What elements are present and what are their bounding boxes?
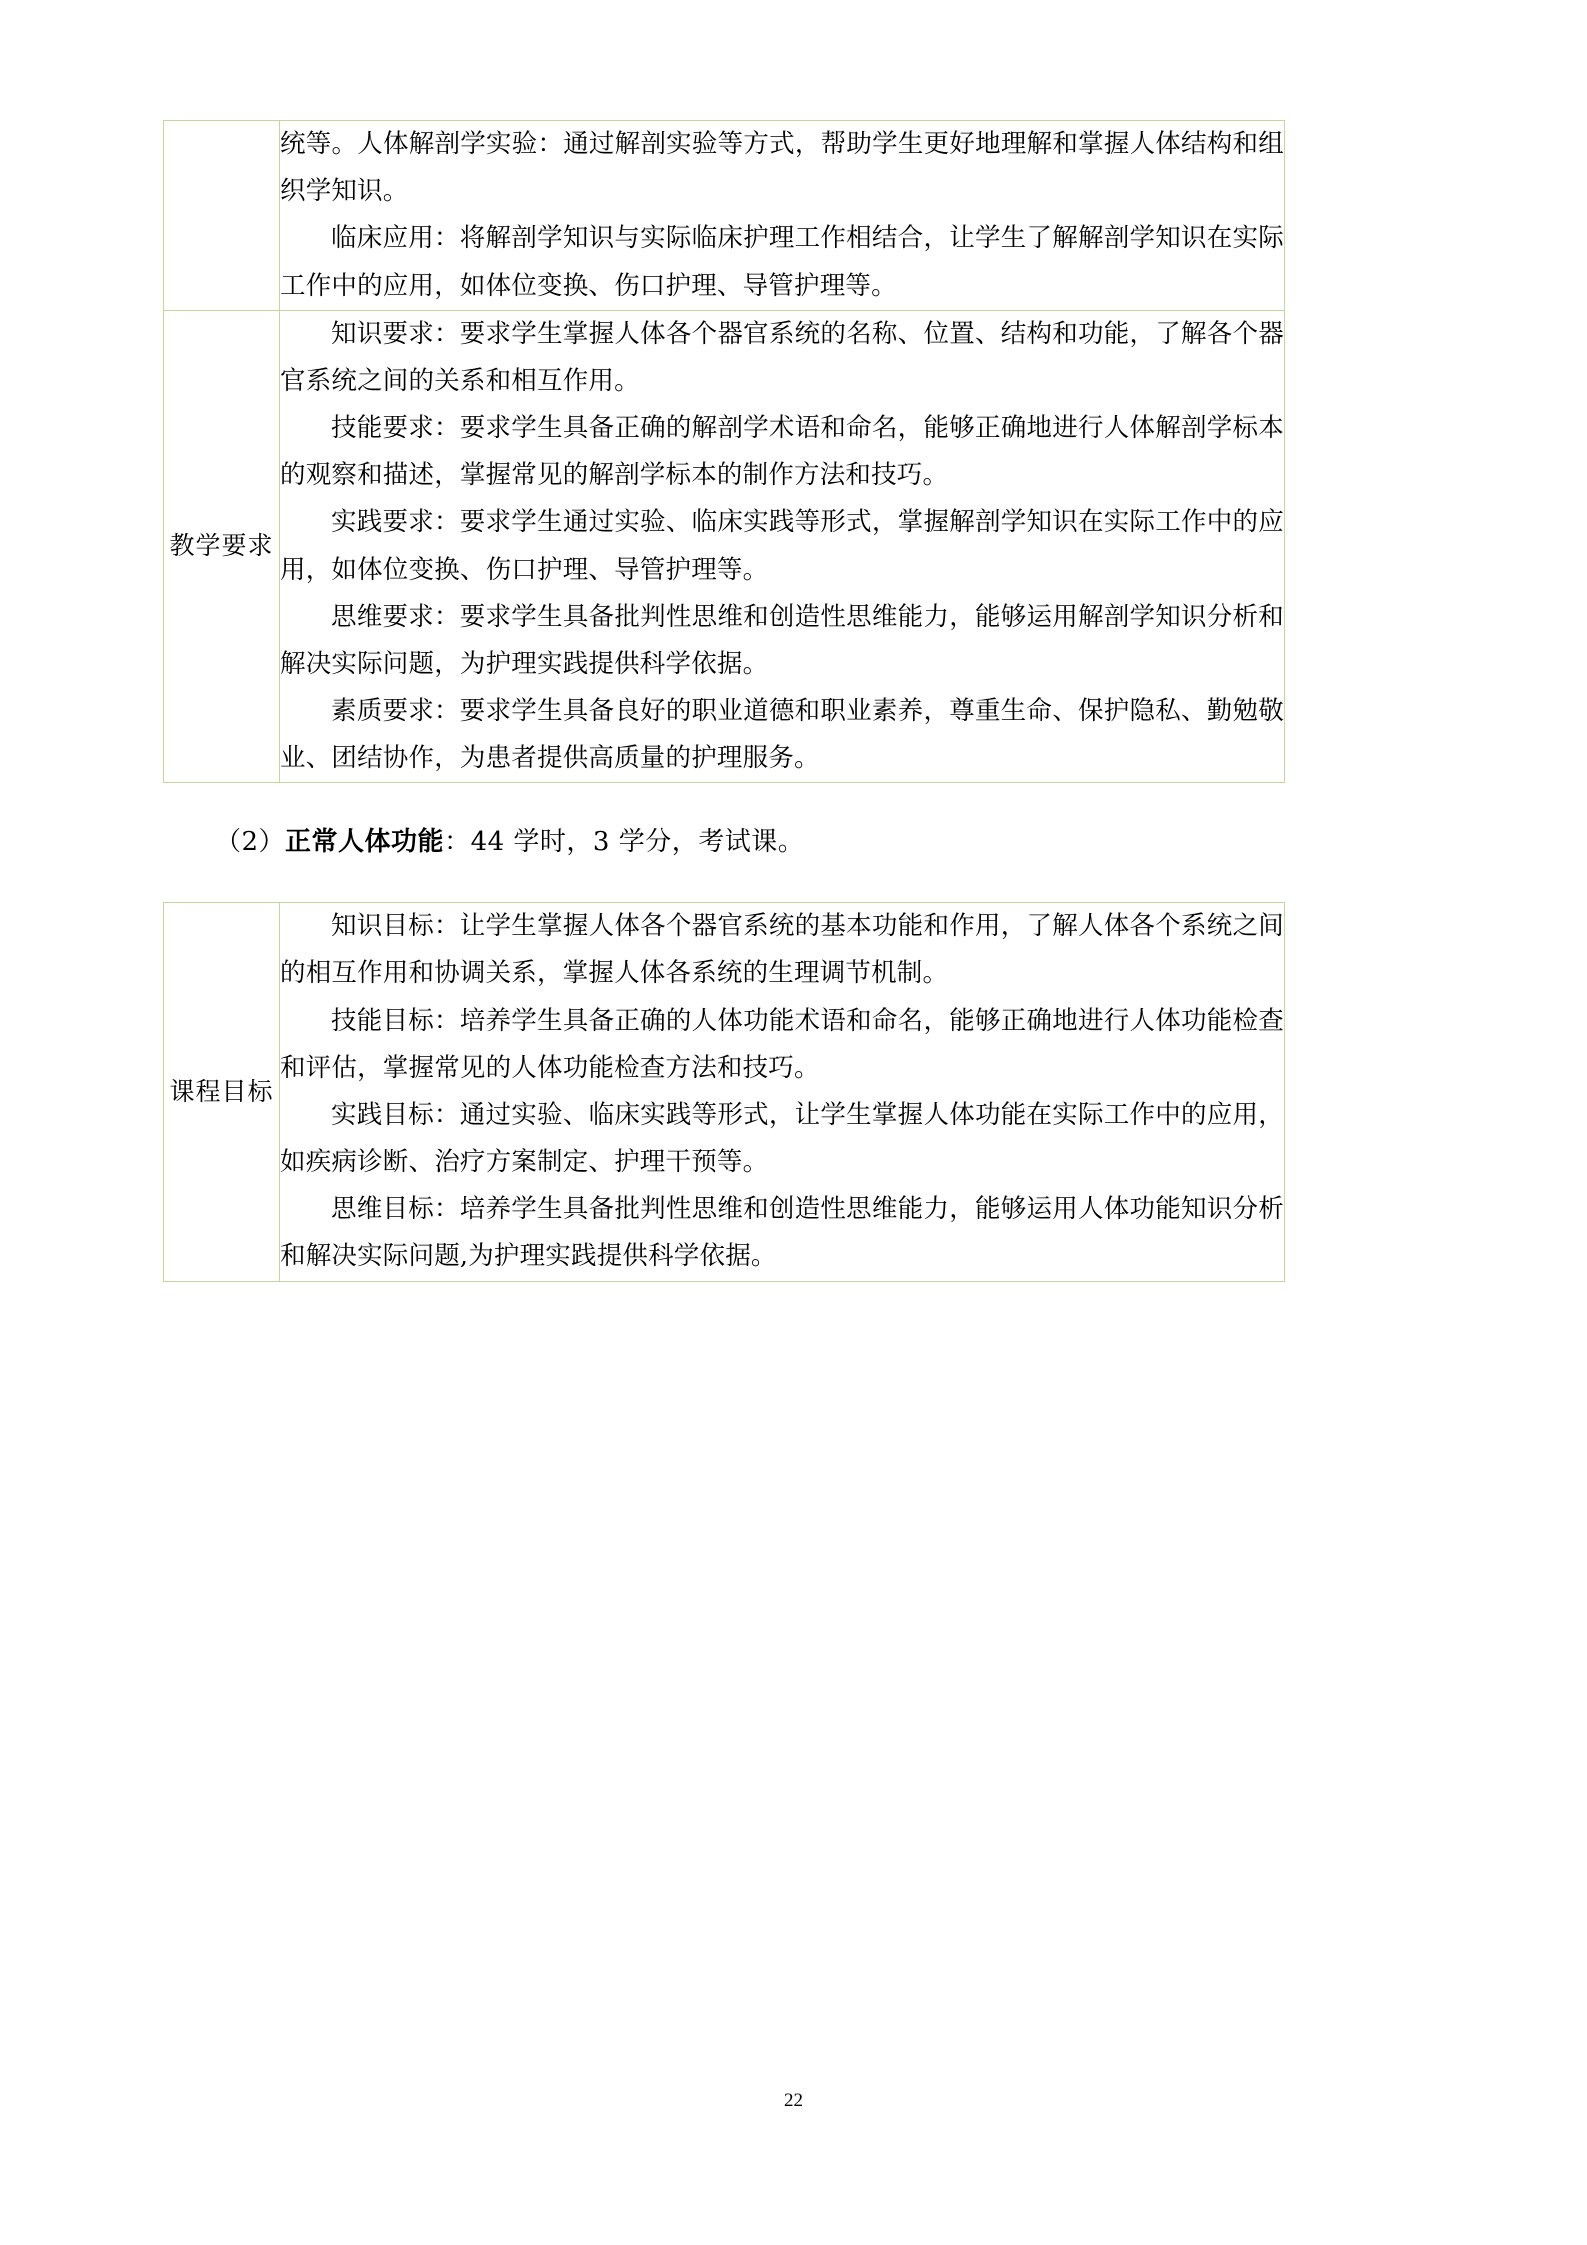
section-heading-suffix: ：44 学时，3 学分，考试课。 <box>444 827 805 858</box>
row-label-course-objectives: 课程目标 <box>164 903 280 1281</box>
row-label-continued <box>164 121 280 311</box>
paragraph: 技能要求：要求学生具备正确的解剖学术语和命名，能够正确地进行人体解剖学标本的观察和描述，掌握常见的解剖学标本的制作方法和技巧。 <box>280 413 1284 491</box>
section-heading-title: 正常人体功能 <box>285 827 445 858</box>
row-body-teaching-requirements <box>280 310 1285 783</box>
section-spacer <box>163 783 1285 819</box>
table-row <box>164 121 1285 311</box>
course-table-anatomy <box>163 120 1285 783</box>
paragraph: 实践目标：通过实验、临床实践等形式，让学生掌握人体功能在实际工作中的应用，如疾病诊断、治疗方案制定、护理干预等。 <box>280 1099 1284 1178</box>
row-body-continued <box>280 121 1285 311</box>
course-table-physiology <box>163 902 1285 1281</box>
paragraph: 技能目标：培养学生具备正确的人体功能术语和命名，能够正确地进行人体功能检查和评估，掌握常见的人体功能检查方法和技巧。 <box>280 1005 1284 1083</box>
paragraph: 素质要求：要求学生具备良好的职业道德和职业素养，尊重生命、保护隐私、勤勉敬业、团结协作，为患者提供高质量的护理服务。 <box>280 696 1284 774</box>
page-content <box>163 120 1285 1282</box>
section-spacer <box>163 866 1285 902</box>
paragraph: 统等。人体解剖学实验：通过解剖实验等方式，帮助学生更好地理解和掌握人体结构和组织学知识。 <box>280 129 1284 207</box>
table-row <box>164 310 1285 783</box>
row-body-course-objectives <box>280 903 1285 1281</box>
table-row <box>164 903 1285 1281</box>
page-number: 22 <box>784 2090 803 2111</box>
section-heading-prefix: （2） <box>215 827 286 858</box>
paragraph: 临床应用：将解剖学知识与实际临床护理工作相结合，让学生了解解剖学知识在实际工作中的应用，如体位变换、伤口护理、导管护理等。 <box>280 223 1284 301</box>
section-heading <box>163 819 1285 866</box>
paragraph: 知识目标：让学生掌握人体各个器官系统的基本功能和作用，了解人体各个系统之间的相互作用和协调关系，掌握人体各系统的生理调节机制。 <box>280 911 1284 989</box>
paragraph: 知识要求：要求学生掌握人体各个器官系统的名称、位置、结构和功能，了解各个器官系统之间的关系和相互作用。 <box>280 318 1284 396</box>
paragraph: 实践要求：要求学生通过实验、临床实践等形式，掌握解剖学知识在实际工作中的应用，如体位变换、伤口护理、导管护理等。 <box>280 507 1284 585</box>
row-label-teaching-requirements: 教学要求 <box>164 310 280 783</box>
paragraph: 思维目标：培养学生具备批判性思维和创造性思维能力，能够运用人体功能知识分析和解决实际问题,为护理实践提供科学依据。 <box>280 1194 1284 1272</box>
paragraph: 思维要求：要求学生具备批判性思维和创造性思维能力，能够运用解剖学知识分析和解决实际问题，为护理实践提供科学依据。 <box>280 601 1284 679</box>
